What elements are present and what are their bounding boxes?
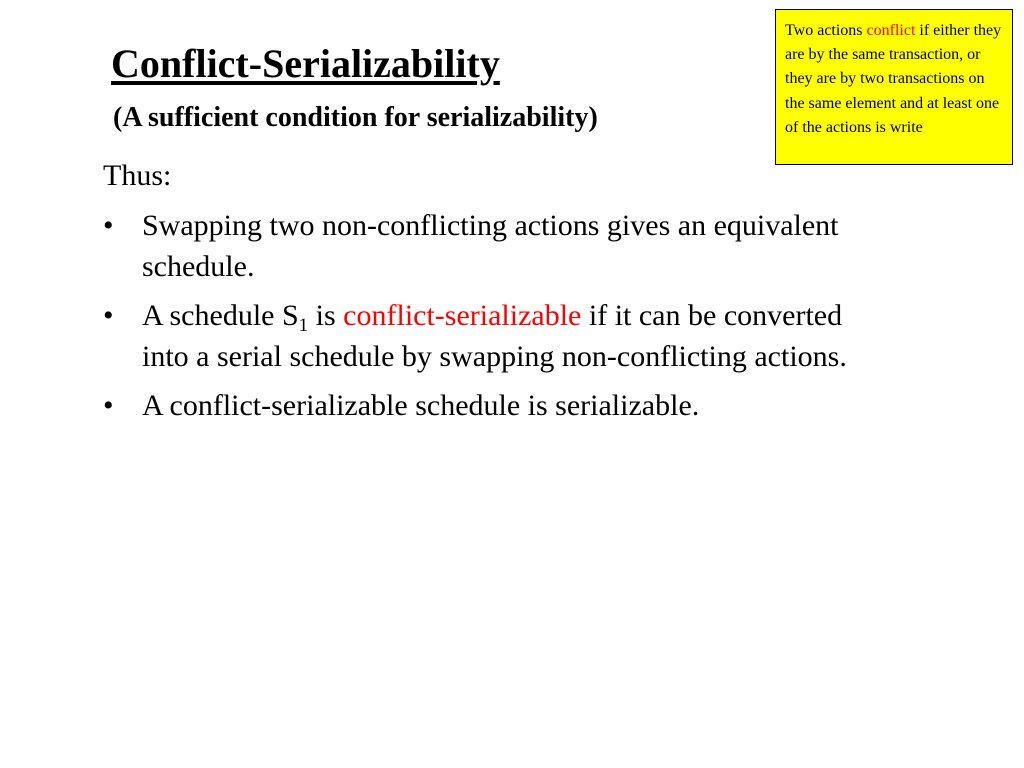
slide-subtitle: (A sufficient condition for serializability)	[113, 102, 598, 133]
term-conflict-serializable: conflict-serializable	[343, 299, 582, 332]
lead-text: Thus:	[103, 159, 172, 192]
bullet-dot: •	[103, 299, 114, 332]
bullet-item-swapping	[103, 206, 853, 287]
note-highlight-conflict: conflict	[866, 22, 916, 39]
bullet-text: Swapping two non-conflicting actions gives an equivalent schedule.	[142, 209, 839, 283]
bullet-item-definition	[103, 296, 853, 377]
definition-note	[775, 9, 1013, 165]
bullet-list	[103, 206, 853, 436]
bullet-dot: •	[103, 209, 114, 242]
bullet-dot: •	[103, 389, 114, 422]
bullet-item-conclusion	[103, 386, 853, 427]
slide-title: Conflict-Serializability	[111, 41, 500, 86]
note-text-start: Two actions	[785, 22, 867, 39]
bullet-text-start: A schedule S	[142, 299, 299, 332]
bullet-text: A conflict-serializable schedule is serializable.	[142, 389, 700, 422]
schedule-subscript: 1	[298, 315, 309, 336]
bullet-text-is: is	[308, 299, 344, 332]
bullet-text-end: if it can be converted into a serial schedule by swapping non-conflicting actions.	[142, 299, 847, 373]
note-text-end: if either they are by the same transaction, or they are by two transactions on the same element and at least one of the actions is write	[785, 22, 1002, 136]
